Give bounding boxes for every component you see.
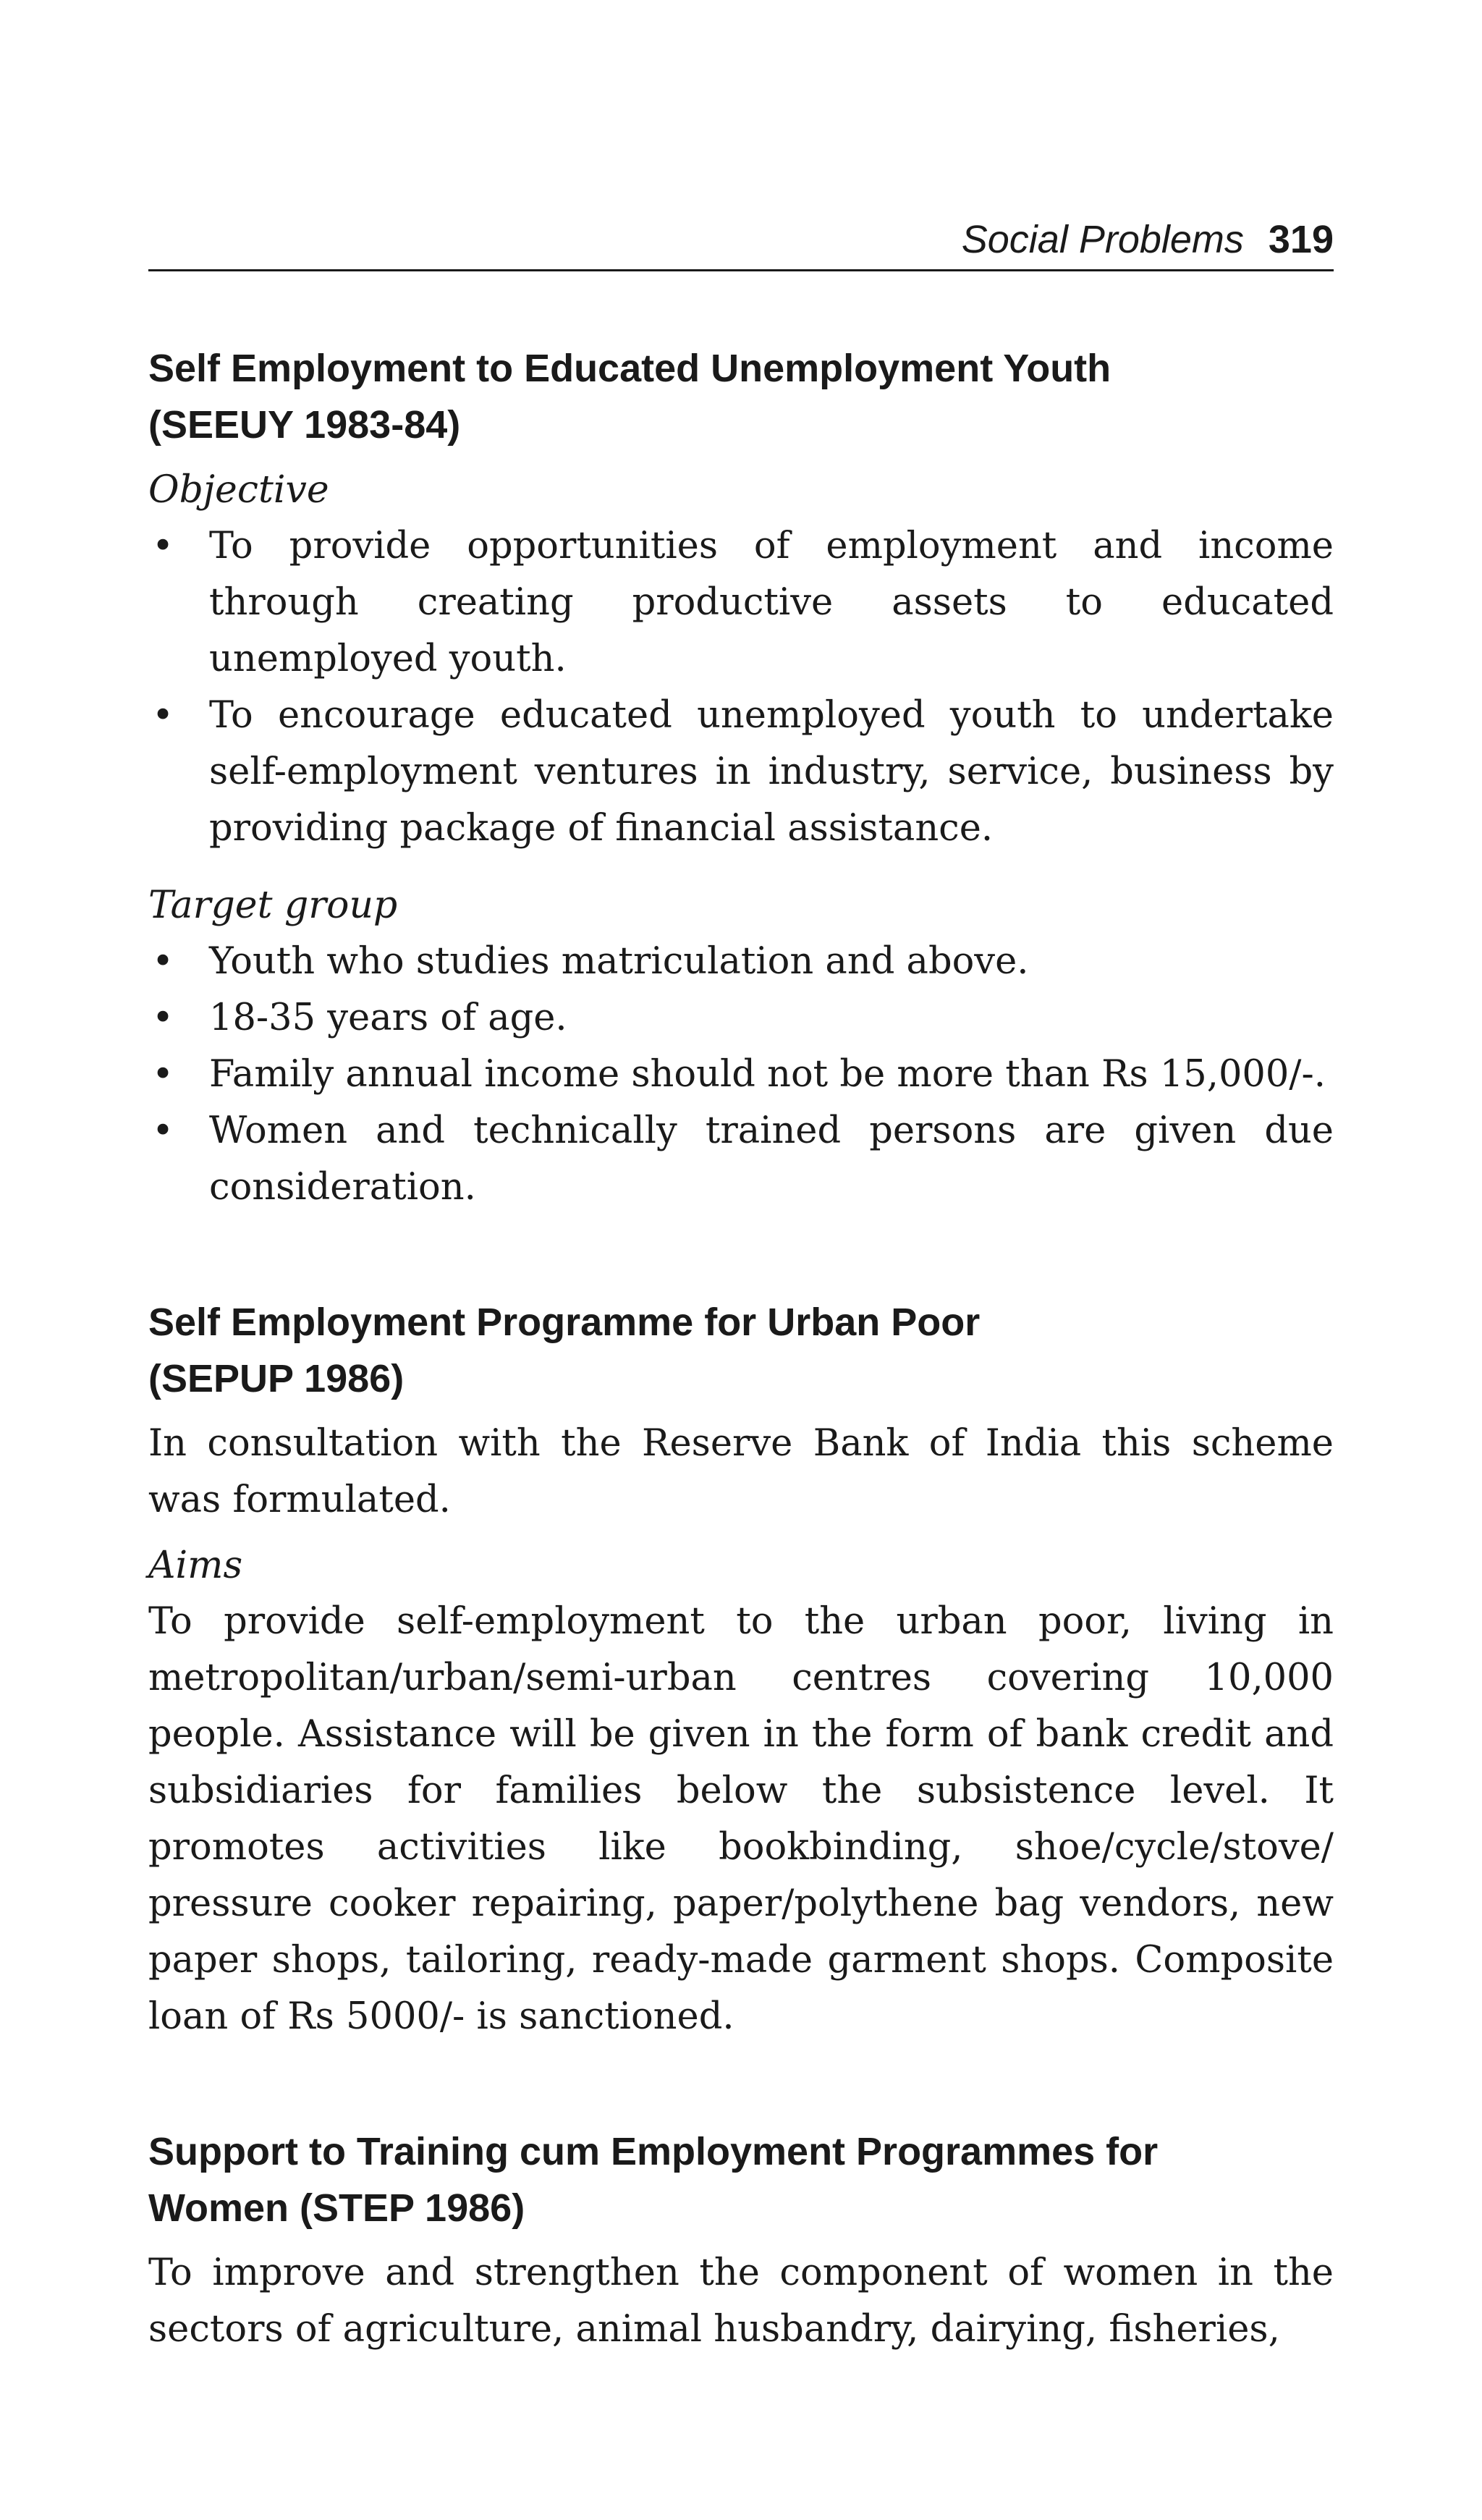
bullet-icon: • [151, 997, 174, 1039]
book-page [148, 217, 1334, 2358]
list-item-text: To provide opportunities of employment and income through creating productive assets to educated unemployed youth. [209, 525, 1334, 680]
subheading-aims: Aims [148, 1544, 243, 1587]
bullet-icon: • [151, 1053, 174, 1096]
bullet-icon: • [151, 694, 174, 737]
heading-line: Self Employment Programme for Urban Poor [148, 1301, 981, 1344]
list-item-text: To encourage educated unemployed youth to undertake self-employment ventures in industry, service, business by providing package of financial assistance. [209, 694, 1334, 850]
objective-list [148, 518, 1334, 857]
heading-line: (SEPUP 1986) [148, 1357, 405, 1400]
list-item [148, 934, 1334, 990]
list-item-text: Youth who studies matriculation and above. [209, 940, 1029, 983]
list-item-text: Family annual income should not be more than Rs 15,000/-. [209, 1053, 1326, 1096]
aims-paragraph: To provide self-employment to the urban poor, living in metropolitan/urban/semi-urban centres covering 10,000 people. Assistance will be given in the form of bank credit and subsidiaries for families below the subsistence level. It promotes activities like bookbinding, shoe/cycle/stove/ pressure cooker repairing, paper/polythene bag vendors, new paper shops, tailoring, ready-made garment shops. Composite loan of Rs 5000/- is sanctioned. [148, 1600, 1334, 2038]
subheading-objective: Objective [148, 468, 329, 512]
target-list [148, 934, 1334, 1216]
section-sepup [148, 1294, 1334, 2045]
heading-line: Support to Training cum Employment Programmes for [148, 2130, 1159, 2173]
list-item [148, 688, 1334, 857]
heading-line: Self Employment to Educated Unemployment Youth [148, 347, 1112, 390]
list-item [148, 1047, 1334, 1103]
list-item [148, 518, 1334, 688]
bullet-icon: • [151, 525, 174, 567]
heading-line: (SEEUY 1983-84) [148, 403, 461, 447]
list-item-text: Women and technically trained persons are given due consideration. [209, 1109, 1334, 1209]
page-number: 319 [1268, 218, 1334, 261]
section-seeuy [148, 340, 1334, 1216]
list-item-text: 18-35 years of age. [209, 997, 567, 1039]
running-title: Social Problems [961, 218, 1244, 261]
section-step [148, 2123, 1334, 2358]
bullet-icon: • [151, 1109, 174, 1152]
list-item [148, 990, 1334, 1047]
heading-line: Women (STEP 1986) [148, 2186, 525, 2230]
section-intro: To improve and strengthen the component of women in the sectors of agriculture, animal husbandry, dairying, fisheries, [148, 2251, 1334, 2351]
section-heading [148, 2123, 1334, 2236]
list-item [148, 1103, 1334, 1216]
running-header [148, 217, 1334, 271]
subheading-target-group: Target group [148, 884, 398, 927]
bullet-icon: • [151, 940, 174, 983]
section-heading [148, 340, 1334, 453]
section-intro: In consultation with the Reserve Bank of India this scheme was formulated. [148, 1422, 1334, 1521]
section-heading [148, 1294, 1334, 1407]
